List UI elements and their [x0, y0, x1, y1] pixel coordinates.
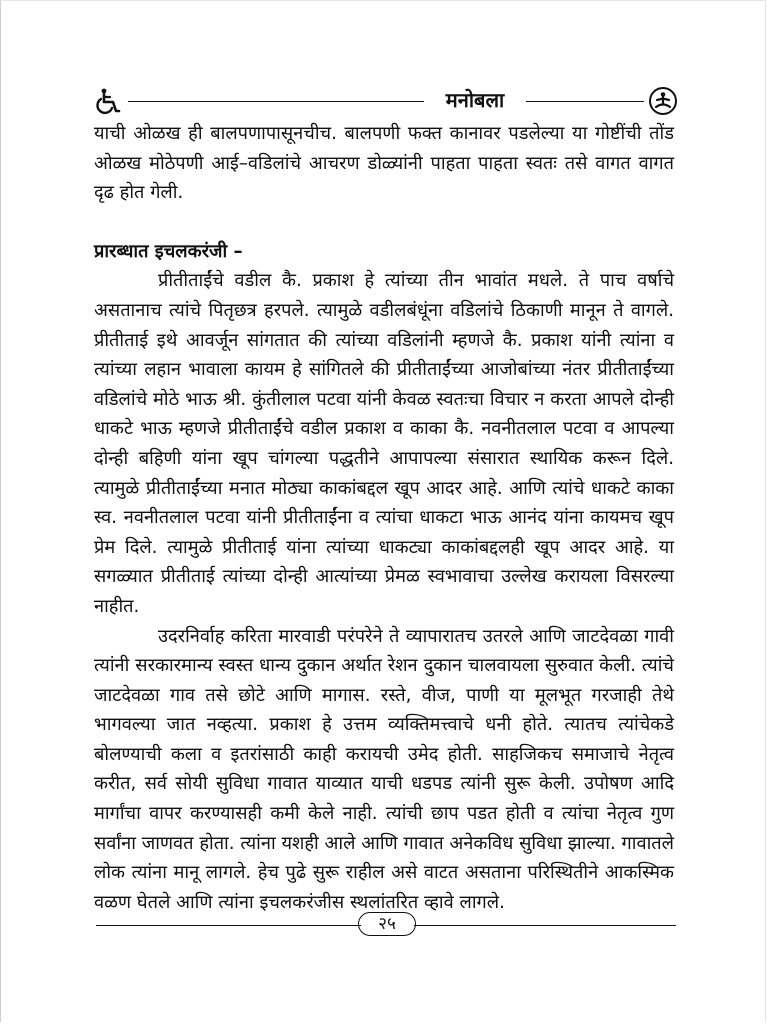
section-heading: प्रारब्धात इचलकरंजी –	[94, 240, 243, 262]
page-header	[94, 85, 680, 119]
page-number: २५	[358, 912, 416, 936]
footer-rule-right	[414, 925, 676, 926]
meditation-icon	[648, 86, 678, 116]
wheelchair-icon	[94, 87, 122, 115]
footer-rule-left	[96, 925, 361, 926]
paragraph-1: प्रीतीताईंचे वडील कै. प्रकाश हे त्यांच्या तीन भावांत मधले. ते पाच वर्षाचे असतानाच त्यांचे पितृछत्र हरपले. त्यामुळे वडीलबंधूंना वडिलांचे ठिकाणी मानून ते वागले. प्रीतीताई इथे आवर्जून सांगतात की त्यांच्या वडिलांनी म्हणजे कै. प्रकाश यांनी त्यांना व त्यांच्या लहान भावाला कायम हे सांगितले की प्रीतीताईंच्या आजोबांच्या नंतर प्रीतीताईंच्या वडिलांचे मोठे भाऊ श्री. कुंतीलाल पटवा यांनी केवळ स्वतःचा विचार न करता आपले दोन्ही धाकटे भाऊ म्हणजे प्रीतीताईंचे वडील प्रकाश व काका कै. नवनीतलाल पटवा व आपल्या दोन्ही बहिणी यांना खूप चांगल्या पद्धतीने आपापल्या संसारात स्थायिक करून दिले. त्यामुळे प्रीतीताईंच्या मनात मोठ्या काकांबद्दल खूप आदर आहे. आणि त्यांचे धाकटे काका स्व. नवनीतलाल पटवा यांनी प्रीतीताईंना व त्यांचा धाकटा भाऊ आनंद यांना कायमच खूप प्रेम दिले. त्यामुळे प्रीतीताई यांना त्यांच्या धाकट्या काकांबद्दलही खूप आदर आहे. या सगळ्यात प्रीतीताई त्यांच्या दोन्ही आत्यांच्या प्रेमळ स्वभावाचा उल्लेख करायला विसरल्या नाहीत.	[94, 270, 674, 617]
page-body	[94, 119, 674, 917]
header-rule-left	[128, 101, 424, 102]
intro-paragraph: याची ओळख ही बालपणापासूनचीच. बालपणी फक्त कानावर पडलेल्या या गोष्टींची तोंड ओळख मोठेपणी आई–वडिलांचे आचरण डोळ्यांनी पाहता पाहता स्वतः तसे वागत वागत दृढ होत गेली.	[94, 123, 674, 204]
page-footer	[96, 910, 676, 940]
paragraph-2: उदरनिर्वाह करिता मारवाडी परंपरेने ते व्यापारातच उतरले आणि जाटदेवळा गावी त्यांनी सरकारमान्य स्वस्त धान्य दुकान अर्थात रेशन दुकान चालवायला सुरुवात केली. त्यांचे जाटदेवळा गाव तसे छोटे आणि मागास. रस्ते, वीज, पाणी या मूलभूत गरजाही तेथे भागवल्या जात नव्हत्या. प्रकाश हे उत्तम व्यक्तिमत्त्वाचे धनी होते. त्यातच त्यांचेकडे बोलण्याची कला व इतरांसाठी काही करायची उमेद होती. साहजिकच समाजाचे नेतृत्व करीत, सर्व सोयी सुविधा गावात याव्यात याची धडपड त्यांनी सुरू केली. उपोषण आदि मार्गांचा वापर करण्यासही कमी केले नाही. त्यांची छाप पडत होती व त्यांचा नेतृत्व गुण सर्वांना जाणवत होता. त्यांना यशही आले आणि गावात अनेकविध सुविधा झाल्या. गावातले लोक त्यांना मानू लागले. हेच पुढे सुरू राहील असे वाटत असताना परिस्थितीने आकस्मिक वळण घेतले आणि त्यांना इचलकरंजीस स्थलांतरित व्हावे लागले.	[94, 625, 674, 913]
running-title: मनोबला	[445, 88, 505, 112]
header-rule-right	[526, 101, 644, 102]
